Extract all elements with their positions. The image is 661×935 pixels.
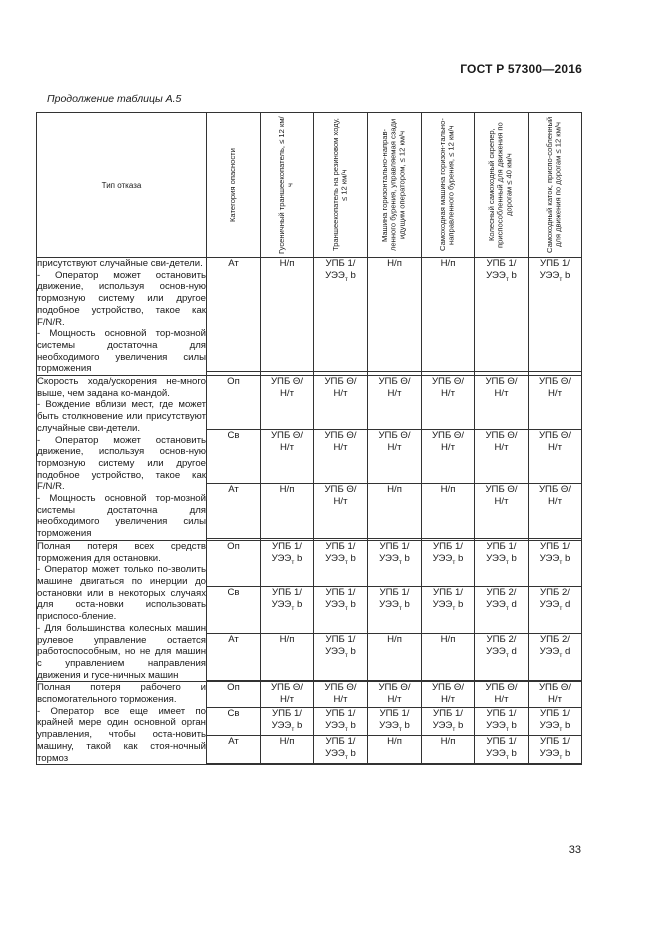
empty-cell (368, 764, 422, 765)
requirement-cell: УПБ Θ/ Н/т (529, 376, 582, 430)
column-header: Гусеничный траншеекопатель, ≤ 12 км/ч (261, 113, 314, 258)
failure-type-paragraph: - Оператор может остановить движение, используя основ-ную тормозную систему или другое подобное устройство, такое как F/N/R. (37, 269, 206, 328)
requirement-cell: УПБ Θ/ Н/т (261, 376, 314, 430)
requirement-cell: УПБ 2/ $УЭЭ_т$ d (475, 633, 529, 680)
hazard-category-cell: Ат (207, 258, 261, 372)
hazard-category-cell: Ат (207, 633, 261, 680)
requirement-cell: УПБ 1/ $УЭЭ_т$ b (261, 540, 314, 587)
requirement-cell: УПБ Θ/ Н/т (261, 430, 314, 484)
requirement-cell: Н/п (368, 633, 422, 680)
table-caption: Продолжение таблицы А.5 (47, 93, 182, 105)
column-header: Колесный самоходный скрепер, приспособленный для движения по дорогам ≤ 40 км/ч (475, 113, 529, 258)
requirement-cell: УПБ Θ/ Н/т (475, 430, 529, 484)
requirement-cell: УПБ Θ/ Н/т (529, 430, 582, 484)
hazard-category-cell: Св (207, 430, 261, 484)
failure-type-paragraph: - Мощность основной тор-мозной системы достаточна для необходимого увеличения силы торможения (37, 328, 206, 375)
requirement-cell: Н/п (422, 633, 475, 680)
column-header: Категория опасности (207, 113, 261, 258)
failure-type-cell (37, 376, 207, 541)
failure-type-paragraph: - Оператор может только по-зволить машине двигаться по инерции до остановки или в некоторых случаях для оста-новки использовать приспосо-бление. (37, 564, 206, 623)
failure-type-paragraph: Полная потеря всех средств торможения для остановки. (37, 540, 206, 564)
failure-type-paragraph: - Для большинства колесных машин рулевое управление остается работоспособным, но не для машин с управлением направления движения и гусе-ничных машин (37, 622, 206, 681)
requirement-cell: УПБ 1/ $УЭЭ_т$ b (314, 633, 368, 680)
failure-type-paragraph: - Оператор все еще имеет по крайней мере один основной орган управления, чтобы оста-новить машину, такой как стоя-ночный тормоз (37, 705, 206, 764)
requirement-cell: УПБ Θ/ Н/т (261, 682, 314, 708)
hazard-category-cell: Св (207, 708, 261, 736)
empty-cell (314, 764, 368, 765)
requirement-cell: Н/п (368, 484, 422, 538)
column-header: Самоходный каток, приспо-собленный для движения по дорогам ≤ 12 км/ч (529, 113, 582, 258)
requirement-cell: УПБ Θ/ Н/т (314, 430, 368, 484)
hazard-category-cell: Св (207, 587, 261, 634)
requirement-cell: УПБ Θ/ Н/т (422, 682, 475, 708)
requirement-cell: УПБ Θ/ Н/т (422, 376, 475, 430)
table-body (37, 258, 582, 765)
failure-type-paragraph: Полная потеря рабочего и вспомогательного торможения. (37, 682, 206, 706)
requirement-cell: УПБ Θ/ Н/т (314, 484, 368, 538)
requirement-cell: УПБ 1/ $УЭЭ_т$ b (314, 587, 368, 634)
requirement-cell: УПБ 1/ $УЭЭ_т$ b (368, 587, 422, 634)
column-header: Траншеекопатель на резиновом ходу, ≤ 12 км/ч (314, 113, 368, 258)
requirement-cell: УПБ Θ/ Н/т (314, 376, 368, 430)
requirement-cell: УПБ Θ/ Н/т (368, 682, 422, 708)
table-row (37, 376, 582, 430)
page-number: 33 (568, 844, 581, 856)
requirement-cell: УПБ 1/ $УЭЭ_т$ b (314, 258, 368, 372)
empty-cell (475, 764, 529, 765)
requirement-cell: УПБ 1/ $УЭЭ_т$ b (368, 540, 422, 587)
failure-table (36, 112, 582, 765)
requirement-cell: УПБ 1/ $УЭЭ_т$ b (529, 540, 582, 587)
requirement-cell: УПБ 1/ $УЭЭ_т$ b (261, 708, 314, 736)
requirement-cell: УПБ 2/ $УЭЭ_т$ d (475, 587, 529, 634)
empty-cell (207, 764, 261, 765)
requirement-cell: УПБ 1/ $УЭЭ_т$ b (529, 708, 582, 736)
column-header: Тип отказа (37, 113, 207, 258)
requirement-cell: УПБ 2/ $УЭЭ_т$ d (529, 587, 582, 634)
requirement-cell: УПБ 1/ $УЭЭ_т$ b (261, 587, 314, 634)
table-row (37, 682, 582, 708)
requirement-cell: УПБ 1/ $УЭЭ_т$ b (314, 708, 368, 736)
requirement-cell: УПБ Θ/ Н/т (368, 430, 422, 484)
requirement-cell: УПБ 1/ $УЭЭ_т$ b (475, 736, 529, 764)
hazard-category-cell: Ат (207, 736, 261, 764)
requirement-cell: УПБ 1/ $УЭЭ_т$ b (529, 258, 582, 372)
empty-cell (529, 764, 582, 765)
failure-type-paragraph: - Оператор может остановить движение, используя основ-ную тормозную систему или другое подобное устройство, такое как F/N/R. (37, 434, 206, 493)
empty-cell (422, 764, 475, 765)
requirement-cell: УПБ Θ/ Н/т (529, 484, 582, 538)
requirement-cell: УПБ Θ/ Н/т (475, 376, 529, 430)
requirement-cell: УПБ 2/ $УЭЭ_т$ d (529, 633, 582, 680)
requirement-cell: Н/п (261, 258, 314, 372)
failure-type-paragraph: - Мощность основной тор-мозной системы достаточна для необходимого увеличения силы торможения (37, 493, 206, 540)
column-header: Самоходная машина горизон-тально-направленного бурения, ≤ 12 км/ч (422, 113, 475, 258)
failure-type-cell (37, 682, 207, 765)
requirement-cell: УПБ Θ/ Н/т (529, 682, 582, 708)
requirement-cell: УПБ 1/ $УЭЭ_т$ b (368, 708, 422, 736)
requirement-cell: Н/п (422, 484, 475, 538)
requirement-cell: Н/п (261, 736, 314, 764)
requirement-cell: Н/п (422, 736, 475, 764)
requirement-cell: Н/п (368, 258, 422, 372)
requirement-cell: УПБ 1/ $УЭЭ_т$ b (475, 708, 529, 736)
empty-cell (261, 764, 314, 765)
requirement-cell: Н/п (422, 258, 475, 372)
requirement-cell: УПБ Θ/ Н/т (368, 376, 422, 430)
column-header: Машина горизонтально-направ-ленного бурения, управляемая сзади идущим оператором, ≤ 12 км/ч (368, 113, 422, 258)
failure-type-paragraph: Скорость хода/ускорения не-много выше, чем задана ко-мандой. (37, 376, 206, 399)
failure-type-paragraph: присутствуют случайные сви-детели. (37, 258, 203, 269)
requirement-cell: УПБ Θ/ Н/т (314, 682, 368, 708)
requirement-cell: УПБ 1/ $УЭЭ_т$ b (314, 736, 368, 764)
requirement-cell: УПБ 1/ $УЭЭ_т$ b (422, 587, 475, 634)
requirement-cell: УПБ 1/ $УЭЭ_т$ b (475, 540, 529, 587)
requirement-cell: УПБ 1/ $УЭЭ_т$ b (314, 540, 368, 587)
table-row (37, 540, 582, 587)
requirement-cell: Н/п (261, 484, 314, 538)
requirement-cell: УПБ 1/ $УЭЭ_т$ b (475, 258, 529, 372)
table-header-row (37, 113, 582, 258)
requirement-cell: УПБ Θ/ Н/т (422, 430, 475, 484)
hazard-category-cell: Оп (207, 540, 261, 587)
requirement-cell: УПБ 1/ $УЭЭ_т$ b (422, 708, 475, 736)
hazard-category-cell: Ат (207, 484, 261, 538)
failure-type-cell (37, 258, 207, 376)
failure-type-paragraph: - Вождение вблизи мест, где может быть столкновение или присутствуют случайные сви-детели. (37, 399, 206, 434)
requirement-cell: УПБ Θ/ Н/т (475, 682, 529, 708)
requirement-cell: Н/п (368, 736, 422, 764)
requirement-cell: Н/п (261, 633, 314, 680)
table-row (37, 258, 582, 372)
failure-type-cell (37, 540, 207, 681)
document-standard-header: ГОСТ Р 57300—2016 (460, 62, 582, 76)
hazard-category-cell: Оп (207, 376, 261, 430)
requirement-cell: УПБ 1/ $УЭЭ_т$ b (529, 736, 582, 764)
requirement-cell: УПБ 1/ $УЭЭ_т$ b (422, 540, 475, 587)
hazard-category-cell: Оп (207, 682, 261, 708)
requirement-cell: УПБ Θ/ Н/т (475, 484, 529, 538)
